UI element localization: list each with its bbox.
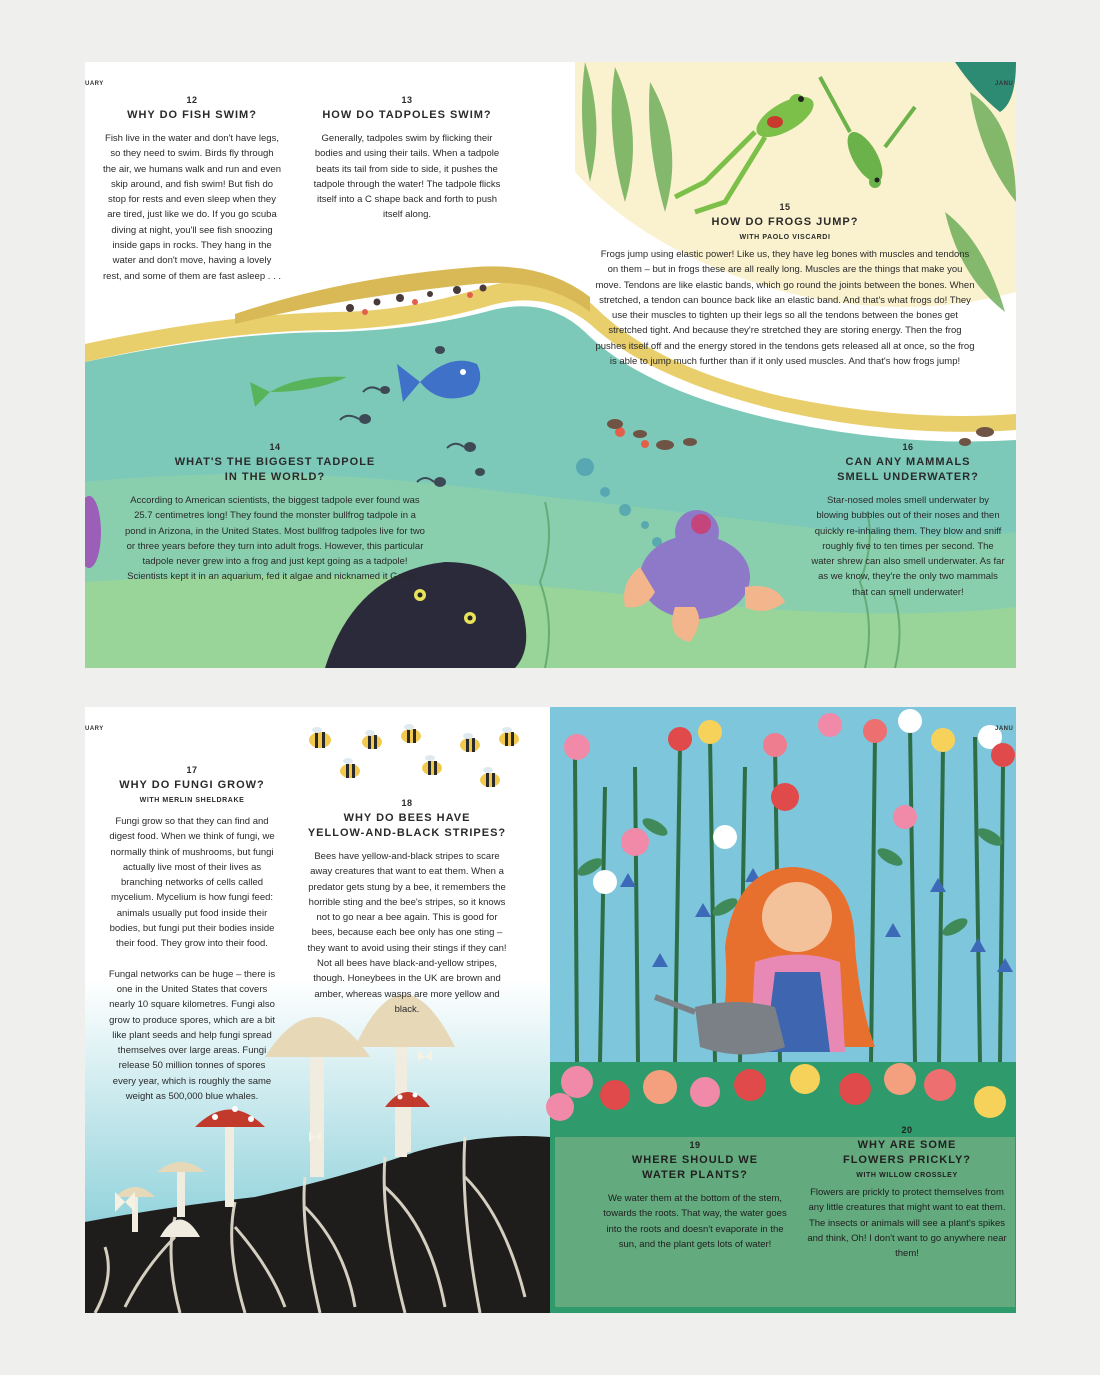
question-body: Frogs jump using elastic power! Like us, they have leg bones with muscles and tendons on them – but in frogs these are all really long. Muscles are the things that make you move. Tendons are like elastic bands, which go round the joints between the bones. When stretched, a tendon can bounce back like an elastic band. And that's what frogs do! They use their muscles to tighten up their legs so all the tendons between the bones get stretched tight. And because they're stretched they are storing energy. Then the frog pushes itself off and the energy stored in the tendons gets released all at once, so the frog is able to jump much further than if it only used muscles. And that's how frogs jump! xyxy=(595,249,975,368)
question-title-line2: WATER PLANTS? xyxy=(642,1169,748,1181)
question-body: Bees have yellow-and-black stripes to scare away creatures that want to eat them. When a predator gets stung by a bee, it remembers the horrible sting and the bee's stripes, so it knows not to go near a bee again. This is good for bees, because each bee only has one sting – they want to avoid using their stings if they can! Not all bees have black-and-yellow stripes, though. Honeybees in the UK are brown and amber, whereas wasps are more yellow and black. xyxy=(307,851,507,1015)
running-header-right: JANU xyxy=(995,81,1014,87)
question-number: 12 xyxy=(186,95,198,105)
running-header-left: UARY xyxy=(85,81,104,87)
question-body xyxy=(107,814,277,1104)
spread-fungi-bees-flowers xyxy=(85,707,1016,1313)
running-header-left: UARY xyxy=(85,726,104,732)
question-14 xyxy=(125,442,425,585)
question-body: We water them at the bottom of the stem, towards the roots. That way, the water goes into the roots and doesn't evaporate in the sun, and the plant gets lots of water! xyxy=(603,1193,787,1250)
question-number: 16 xyxy=(902,442,914,452)
question-body: Generally, tadpoles swim by flicking their bodies and using their tails. When a tadpole beats its tail from side to side, it pushes the tadpole through the water! The tadpole flicks itself into a C shape back and forth to push itself along. xyxy=(313,133,501,221)
question-body: According to American scientists, the biggest tadpole ever found was 25.7 centimetres long! They found the monster bullfrog tadpole in a pond in Arizona, in the United States. Most bullfrog tadpoles live for two or three years before they turn into adult frogs. However, this particular tadpole never grew into a frog and just kept going as a tadpole! Scientists kept it in an aquarium, fed it algae and nicknamed it Goliath. xyxy=(125,495,425,583)
question-body: Fish live in the water and don't have legs, so they need to swim. Birds fly through the air, we humans walk and run and even skip around, and fish swim! But fish do stop for rests and even sleep when they are tired, just like we do. If you go scuba diving at night, you'll see fish snoozing inside gaps in rocks. They hang in the water and don't move, having a lovely rest, and some of them are fast asleep . . . xyxy=(103,133,281,282)
question-number: 18 xyxy=(401,798,413,808)
question-title: HOW DO FROGS JUMP? xyxy=(711,216,859,228)
question-title-line2: IN THE WORLD? xyxy=(224,471,326,483)
contributor-credit: WITH PAOLO VISCARDI xyxy=(739,234,831,241)
question-number: 14 xyxy=(269,442,281,452)
question-16 xyxy=(810,442,1006,600)
question-title-line1: WHERE SHOULD WE xyxy=(631,1154,759,1166)
question-title: HOW DO TADPOLES SWIM? xyxy=(322,109,492,121)
question-title-line1: WHY DO BEES HAVE xyxy=(343,812,471,824)
question-number: 20 xyxy=(901,1125,913,1135)
question-17 xyxy=(107,765,277,1119)
question-12 xyxy=(103,95,281,284)
contributor-credit: WITH WILLOW CROSSLEY xyxy=(856,1172,958,1179)
question-title: WHY DO FISH SWIM? xyxy=(127,109,257,121)
contributor-credit: WITH MERLIN SHELDRAKE xyxy=(139,797,245,804)
question-18 xyxy=(307,798,507,1017)
question-title: WHY DO FUNGI GROW? xyxy=(119,779,265,791)
question-body-para1: Fungi grow so that they can find and digest food. When we think of fungi, we normally think of mushrooms, but fungi actually live most of their lives as branching networks of cells called mycelium. Mycelium is how fungi feed: animals usually put food inside their bodies, but fungi put their bodies inside their food. They grow into their food. xyxy=(109,816,275,950)
question-number: 13 xyxy=(401,95,413,105)
question-15 xyxy=(595,202,975,369)
running-header-right: JANU xyxy=(995,726,1014,732)
question-20 xyxy=(807,1125,1007,1261)
question-number: 15 xyxy=(779,202,791,212)
question-body: Star-nosed moles smell underwater by blowing bubbles out of their noses and then quickly re-inhaling them. They blow and sniff roughly five to ten times per second. The water shrew can also smell underwater. As far as we know, they're the only two mammals that can smell underwater! xyxy=(811,495,1005,598)
question-title-line1: WHY ARE SOME xyxy=(857,1139,957,1151)
question-body: Flowers are prickly to protect themselves from any little creatures that might want to eat them. The insects or animals will see a plant's spikes and think, Oh! I don't want to go anywhere near them! xyxy=(807,1187,1007,1260)
question-body-para2: Fungal networks can be huge – there is one in the United States that covers nearly 10 square kilometres. Fungi also grow to produce spores, which are a bit like plant seeds and help fungi spread themselves over large areas. Fungi release 50 million tonnes of spores every year, which is roughly the same weight as 500,000 blue whales. xyxy=(108,968,276,1103)
question-title-line2: FLOWERS PRICKLY? xyxy=(842,1154,972,1166)
question-13 xyxy=(309,95,505,223)
question-title-line1: WHAT'S THE BIGGEST TADPOLE xyxy=(174,456,376,468)
spread-frogs-fish xyxy=(85,62,1016,668)
question-number: 17 xyxy=(186,765,198,775)
question-number: 19 xyxy=(689,1140,701,1150)
question-19 xyxy=(600,1140,790,1252)
question-title-line1: CAN ANY MAMMALS xyxy=(845,456,971,468)
question-title-line2: SMELL UNDERWATER? xyxy=(837,471,979,483)
question-title-line2: YELLOW-AND-BLACK STRIPES? xyxy=(307,827,507,839)
